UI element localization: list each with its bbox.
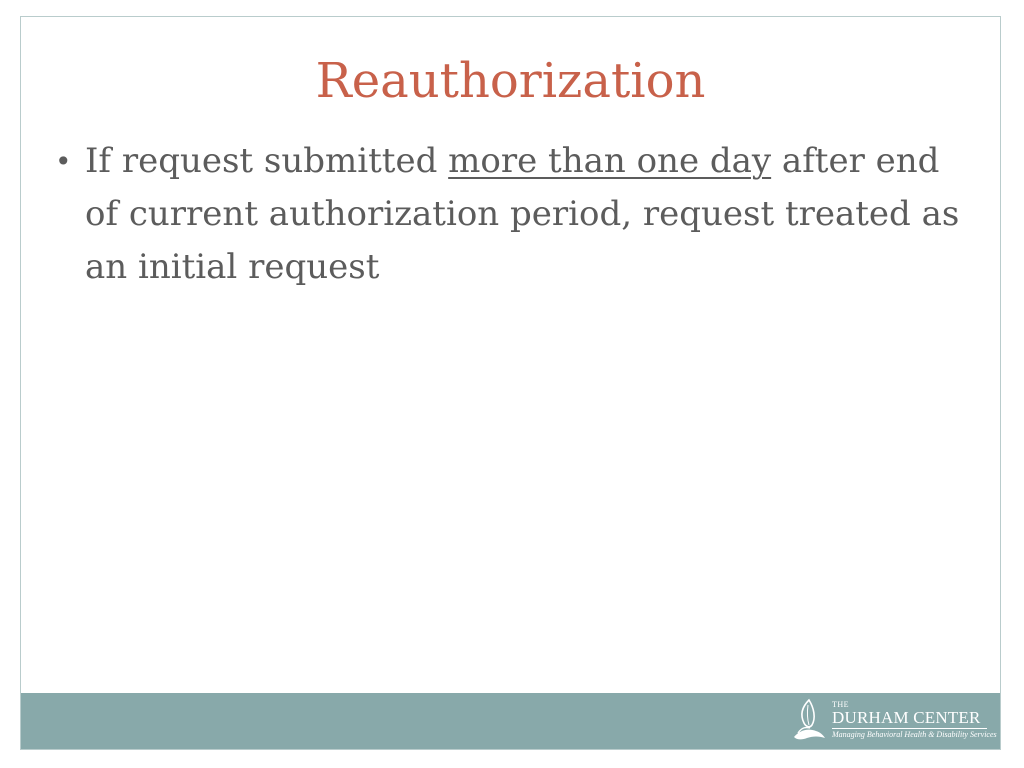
leaf-hand-icon bbox=[792, 697, 826, 743]
bullet-text-underlined: more than one day bbox=[448, 141, 772, 181]
slide-title: Reauthorization bbox=[315, 53, 706, 109]
logo-name: DURHAM CENTER bbox=[832, 708, 981, 727]
bullet-item bbox=[55, 135, 965, 294]
logo-the: THE bbox=[832, 700, 850, 709]
bullet-text-part1: If request submitted bbox=[85, 141, 449, 181]
logo-tagline: Managing Behavioral Health & Disability Services bbox=[832, 730, 997, 739]
durham-center-logo bbox=[792, 697, 997, 743]
bullet-text-part2: after end of current authorization period, request treated as an initial request bbox=[85, 141, 960, 287]
footer-band bbox=[21, 693, 1000, 749]
logo-divider bbox=[832, 728, 987, 729]
bullet-icon: • bbox=[55, 145, 72, 178]
slide bbox=[20, 16, 1001, 750]
slide-body bbox=[55, 135, 965, 294]
